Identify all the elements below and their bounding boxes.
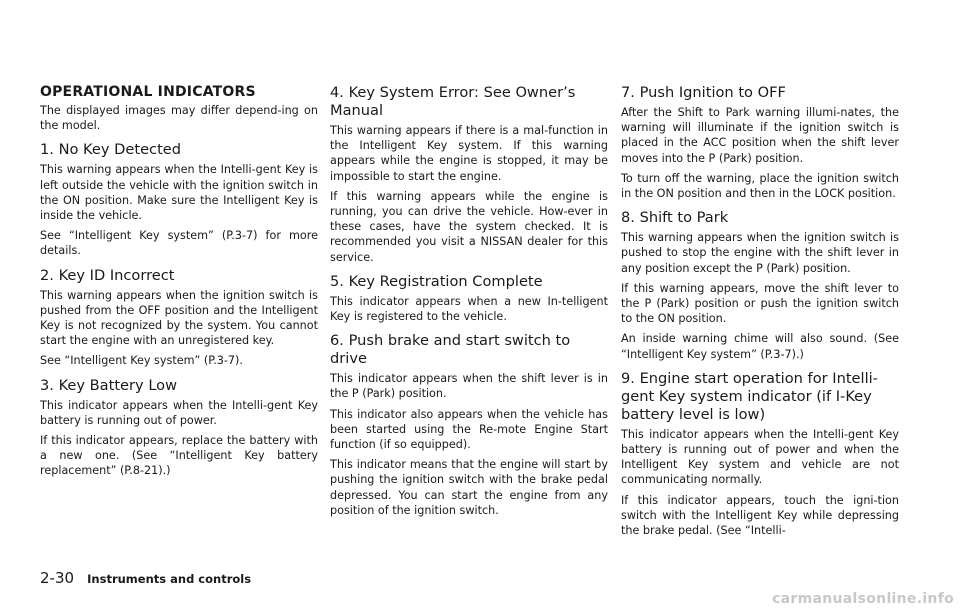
page-number: 2-30 bbox=[40, 569, 75, 587]
paragraph: After the Shift to Park warning illumi-nates, the warning will illuminate if the ignition switch is placed in the ACC position when the shift lever moves into the P (Park) position. bbox=[621, 106, 899, 165]
column-2 bbox=[330, 84, 608, 523]
paragraph: An inside warning chime will also sound. (See “Intelligent Key system” (P.3-7).) bbox=[621, 332, 899, 361]
watermark: carmanualsonline.info bbox=[772, 591, 954, 607]
section-heading: 9. Engine start operation for Intelli-gent Key system indicator (if I-Key battery level is low) bbox=[621, 369, 878, 423]
section-heading: 6. Push brake and start switch to drive bbox=[330, 332, 571, 368]
paragraph: This warning appears when the Intelli-gent Key is left outside the vehicle with the ignition switch in the ON position. Make sure the Intelligent Key is inside the vehicle. bbox=[40, 163, 318, 223]
column-3 bbox=[621, 84, 899, 543]
section-heading: 2. Key ID Incorrect bbox=[40, 266, 175, 284]
paragraph: If this warning appears, move the shift lever to the P (Park) position or push the ignition switch to the ON position. bbox=[621, 281, 899, 326]
paragraph: The displayed images may differ depend-ing on the model. bbox=[40, 104, 318, 133]
paragraph: This indicator means that the engine will start by pushing the ignition switch with the brake pedal depressed. You can start the engine from any position of the ignition switch. bbox=[330, 458, 608, 517]
paragraph: To turn off the warning, place the ignition switch in the ON position and then in the LOCK position. bbox=[621, 171, 899, 201]
section-heading: 1. No Key Detected bbox=[40, 141, 182, 159]
paragraph: This indicator appears when the Intelli-gent Key battery is running out of power. bbox=[40, 398, 318, 427]
paragraph: If this indicator appears, touch the igni-tion switch with the Intelligent Key while depressing the brake pedal. (See “Intelli- bbox=[621, 493, 899, 538]
page-footer bbox=[40, 568, 251, 587]
paragraph: If this indicator appears, replace the battery with a new one. (See “Intelligent Key battery replacement” (P.8-21).) bbox=[40, 434, 318, 478]
column-1 bbox=[40, 84, 318, 484]
paragraph: See “Intelligent Key system” (P.3-7). bbox=[40, 354, 243, 368]
section-heading: 5. Key Registration Complete bbox=[330, 272, 543, 290]
paragraph: This indicator appears when a new In-telligent Key is registered to the vehicle. bbox=[330, 294, 608, 324]
paragraph: This indicator appears when the Intelli-gent Key battery is running out of power and when the Intelligent Key system and vehicle are not communicating normally. bbox=[621, 427, 899, 487]
section-heading: 8. Shift to Park bbox=[621, 209, 729, 227]
section-heading: 4. Key System Error: See Owner’s Manual bbox=[330, 84, 576, 119]
main-heading: OPERATIONAL INDICATORS bbox=[40, 84, 256, 100]
paragraph: This warning appears if there is a mal-function in the Intelligent Key system. If this warning appears while the engine is stopped, it may be impossible to start the engine. bbox=[330, 124, 608, 183]
paragraph: See “Intelligent Key system” (P.3-7) for more details. bbox=[40, 229, 318, 258]
paragraph: This warning appears when the ignition switch is pushed from the OFF position and the Intelligent Key is not recognized by the system. You cannot start the engine with an unregistered key. bbox=[40, 288, 318, 348]
paragraph: This indicator also appears when the vehicle has been started using the Re-mote Engine Start function (if so equipped). bbox=[330, 407, 608, 452]
chapter-title: Instruments and controls bbox=[87, 572, 252, 586]
section-heading: 7. Push Ignition to OFF bbox=[621, 84, 786, 101]
paragraph: This warning appears when the ignition switch is pushed to stop the engine with the shift lever in any position except the P (Park) position. bbox=[621, 231, 899, 275]
section-heading: 3. Key Battery Low bbox=[40, 376, 178, 394]
paragraph: This indicator appears when the shift lever is in the P (Park) position. bbox=[330, 372, 608, 401]
paragraph: If this warning appears while the engine is running, you can drive the vehicle. How-ever in these cases, have the system checked. It is recommended you visit a NISSAN dealer for this service. bbox=[330, 189, 608, 264]
